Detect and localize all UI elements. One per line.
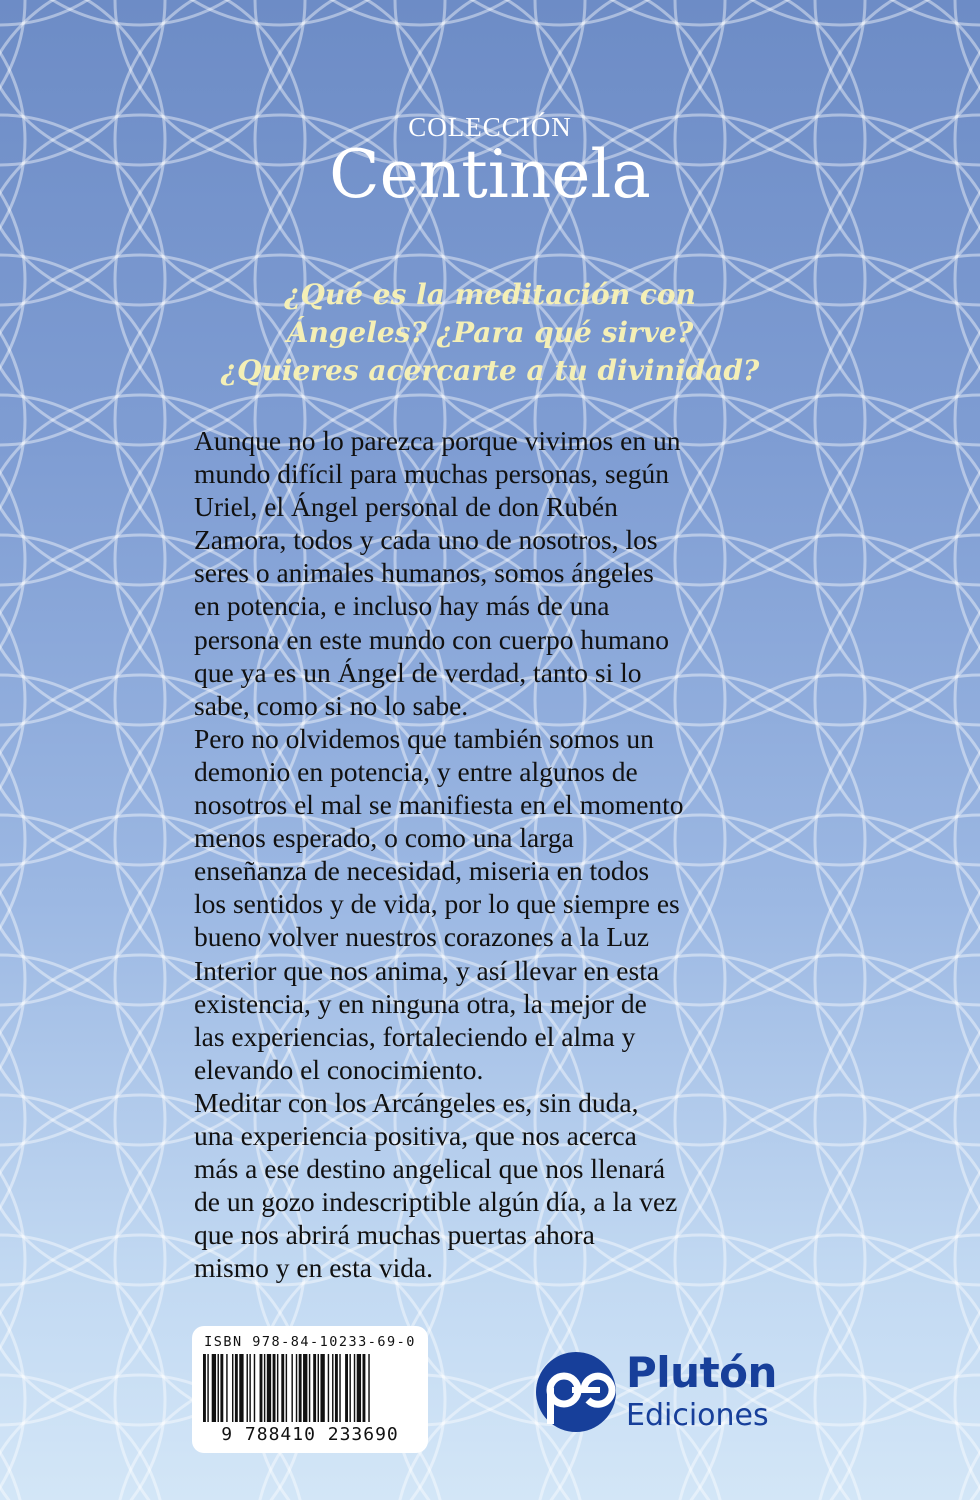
synopsis-line: Interior que nos anima, y así llevar en esta xyxy=(194,954,660,986)
barcode-bar xyxy=(349,1354,350,1422)
pattern-circle xyxy=(955,0,980,25)
synopsis-line: existencia, y en ninguna otra, la mejor de xyxy=(194,987,647,1019)
pattern-circle xyxy=(0,0,25,25)
synopsis-line: las experiencias, fortaleciendo el alma y xyxy=(194,1020,636,1052)
barcode-bar xyxy=(249,1354,250,1422)
barcode-bar xyxy=(226,1354,227,1422)
synopsis-line: elevando el conocimiento. xyxy=(194,1053,484,1085)
barcode-bar xyxy=(218,1354,219,1422)
barcode-bar xyxy=(303,1354,307,1422)
publisher-name xyxy=(626,1350,777,1434)
synopsis-line: menos esperado, o como una larga xyxy=(194,822,574,854)
synopsis-line: mundo difícil para muchas personas, según xyxy=(194,458,670,490)
publisher-name-line1: Plutón xyxy=(626,1348,777,1397)
synopsis-line: persona en este mundo con cuerpo humano xyxy=(194,623,669,655)
barcode-bar xyxy=(368,1354,369,1422)
barcode-bar xyxy=(357,1354,361,1422)
question-line: ¿Qué es la meditación con xyxy=(284,278,696,311)
barcode-bar xyxy=(273,1354,276,1422)
barcode-bar xyxy=(207,1354,208,1422)
synopsis-line: sabe, como si no lo sabe. xyxy=(194,689,469,721)
barcode-bar xyxy=(260,1354,263,1422)
synopsis-text xyxy=(194,424,834,1284)
barcode-bar xyxy=(232,1354,233,1422)
synopsis-line: demonio en potencia, y entre algunos de xyxy=(194,755,638,787)
barcode-bar xyxy=(345,1354,348,1422)
isbn-label: ISBN 978-84-10233-69-0 xyxy=(204,1334,416,1350)
barcode-bar xyxy=(212,1354,216,1422)
barcode-icon xyxy=(201,1354,419,1424)
synopsis-line: bueno volver nuestros corazones a la Luz xyxy=(194,921,650,953)
pluton-logo-icon xyxy=(534,1350,618,1434)
synopsis-line: Aunque no lo parezca porque vivimos en un xyxy=(194,425,681,456)
barcode-bar xyxy=(235,1354,238,1422)
barcode-bar xyxy=(281,1354,284,1422)
synopsis-line: que nos abrirá muchas puertas ahora xyxy=(194,1219,595,1251)
synopsis-line: en potencia, e incluso hay más de una xyxy=(194,590,610,622)
barcode-bar xyxy=(247,1354,248,1422)
barcode-bar xyxy=(296,1354,297,1422)
barcode-bar xyxy=(264,1354,265,1422)
publisher-name-line2: Ediciones xyxy=(626,1398,769,1433)
barcode-digits: 9 788410 233690 xyxy=(221,1424,399,1445)
barcode-bar xyxy=(309,1354,310,1422)
synopsis-line: de un gozo indescriptible algún día, a la vez xyxy=(194,1186,678,1218)
synopsis-line: Uriel, el Ángel personal de don Rubén xyxy=(194,491,618,523)
synopsis-line: enseñanza de necesidad, miseria en todos xyxy=(194,855,650,887)
barcode-bar xyxy=(299,1354,302,1422)
synopsis-line: los sentidos y de vida, por lo que siempre es xyxy=(194,888,680,920)
barcode-bar xyxy=(339,1354,340,1422)
barcode-block xyxy=(192,1326,428,1453)
barcode-bar xyxy=(267,1354,271,1422)
question-line: Ángeles? ¿Para qué sirve? xyxy=(286,316,694,349)
barcode-bar xyxy=(313,1354,316,1422)
barcode-bar xyxy=(203,1354,206,1422)
synopsis-line: una experiencia positiva, que nos acerca xyxy=(194,1119,637,1151)
question-line: ¿Quieres acercarte a tu divinidad? xyxy=(220,354,760,387)
barcode-bar xyxy=(239,1354,243,1422)
tagline-questions xyxy=(0,276,980,390)
synopsis-line: Pero no olvidemos que también somos un xyxy=(194,722,654,754)
barcode-bar xyxy=(335,1354,338,1422)
synopsis-line: Zamora, todos y cada uno de nosotros, los xyxy=(194,524,658,556)
barcode-bar xyxy=(354,1354,355,1422)
barcode-bar xyxy=(254,1354,255,1422)
collection-label: COLECCIÓN xyxy=(408,112,572,142)
collection-name: Centinela xyxy=(329,136,651,213)
synopsis-line: mismo y en esta vida. xyxy=(194,1252,434,1284)
barcode-bar xyxy=(328,1354,329,1422)
synopsis-line: que ya es un Ángel de verdad, tanto si lo xyxy=(194,656,642,688)
synopsis-line: nosotros el mal se manifiesta en el momento xyxy=(194,789,684,821)
barcode-bar xyxy=(320,1354,324,1422)
barcode-bar xyxy=(286,1354,287,1422)
synopsis-line: más a ese destino angelical que nos llenará xyxy=(194,1153,666,1185)
barcode-bar xyxy=(318,1354,319,1422)
barcode-bar xyxy=(363,1354,366,1422)
barcode-bar xyxy=(220,1354,223,1422)
synopsis-line: seres o animales humanos, somos ángeles xyxy=(194,557,654,589)
synopsis-line: Meditar con los Arcángeles es, sin duda, xyxy=(194,1086,639,1118)
barcode-bar xyxy=(291,1354,292,1422)
barcode-bar xyxy=(332,1354,333,1422)
barcode-bar xyxy=(277,1354,278,1422)
